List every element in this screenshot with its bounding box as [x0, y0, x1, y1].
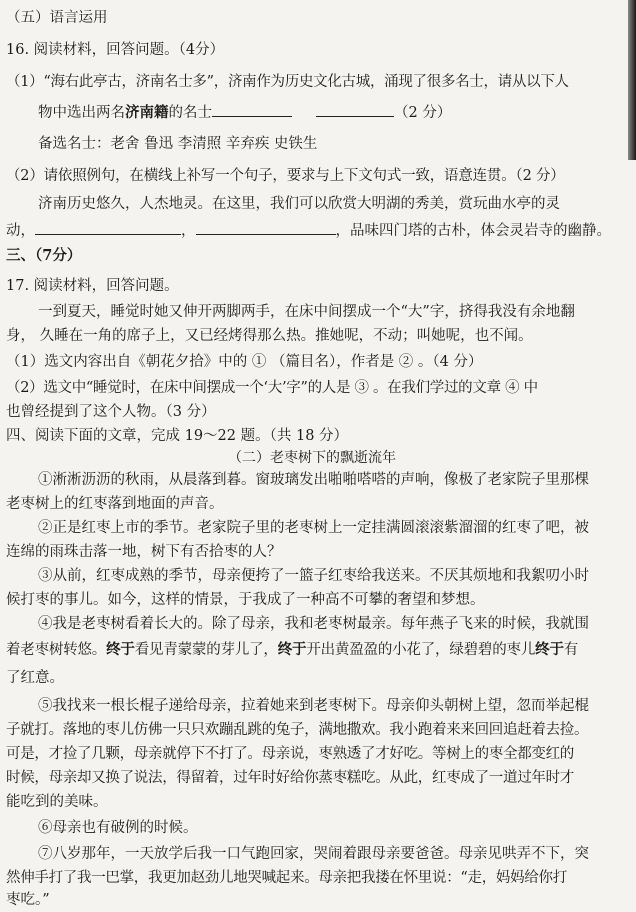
article-line: ⑦八岁那年，一天放学后我一口气跑回家，哭闹着跟母亲要爸爸。母亲见哄弄不下，突: [38, 846, 589, 862]
section3-heading: 三、（7分）: [6, 247, 82, 264]
q16-part2-line3: [6, 220, 611, 241]
p4-text-d: 有: [563, 642, 579, 658]
q16-part1-line2: [38, 102, 451, 123]
article-line: 可是，才捡了几颗，母亲就停下不打了。母亲说，枣熟透了才好吃。等树上的枣全都变红的: [6, 746, 574, 762]
q16-candidates: 备选名士：老舍 鲁迅 李清照 辛弃疾 史铁生: [38, 136, 318, 152]
q17-sub2-line1: （2）选文中“睡觉时，在床中间摆成一个‘大’字”的人是 ③ 。在我们学过的文章 ④ 中: [6, 380, 538, 396]
answer-blank-2[interactable]: [316, 102, 394, 117]
q16-part1-score: （2 分）: [394, 105, 452, 121]
article-line: ②正是红枣上市的季节。老家院子里的老枣树上一定挂满圆滚滚紫溜溜的红枣了吧，被: [38, 520, 589, 536]
article-p4-line1: ④我是老枣树看着长大的。除了母亲，我和老枣树最亲。每年燕子飞来的时候，我就围: [38, 616, 589, 632]
article-line: 枣吃。”: [6, 892, 50, 908]
q16-part2-text-a: 动，: [6, 223, 35, 239]
p4-text-a: 着老枣树转悠。: [6, 642, 107, 658]
q17-passage-line2: 身， 久睡在一角的席子上，又已经烤得那么热。推她呢，不动；叫她呢，也不闻。: [6, 328, 533, 344]
page-edge-shadow: [628, 0, 636, 160]
section5-heading: （五）语言运用: [6, 10, 108, 26]
q16-part2-line1: （2）请依照例句，在横线上补写一个句子，要求与上下文句式一致，语意连贯。（2 分）: [6, 168, 565, 184]
article-line: ⑤我找来一根长棍子递给母亲，拉着她来到老枣树下。母亲仰头朝树上望，忽而举起棍: [38, 698, 589, 714]
article-line: ③从前，红枣成熟的季节，母亲便挎了一篮子红枣给我送来。不厌其烦地和我絮叨小时: [38, 568, 589, 584]
q16-part1-text-a: 物中选出两名: [38, 105, 125, 121]
article-p4-line2: [6, 640, 578, 660]
article-p4-line3: 了红意。: [6, 670, 64, 686]
section4-heading: 四、阅读下面的文章，完成 19～22 题。（共 18 分）: [6, 428, 349, 444]
q16-part1-bold: 济南籍: [125, 104, 169, 121]
q16-part2-sep: ，: [181, 223, 196, 239]
q16-stem: 16. 阅读材料，回答问题。（4分）: [6, 42, 225, 58]
article-line: 时候，母亲却又换了说法，得留着，过年时好给你蒸枣糕吃。从此，红枣成了一道过年时才: [6, 770, 574, 786]
answer-blank-1[interactable]: [212, 102, 292, 117]
q17-stem: 17. 阅读材料，回答问题。: [6, 278, 179, 294]
q17-sub1: （1）选文内容出自《朝花夕拾》中的 ① （篇目名），作者是 ② 。（4 分）: [6, 354, 483, 370]
q17-passage-line1: 一到夏天，睡觉时她又伸开两脚两手，在床中间摆成一个“大”字，挤得我没有余地翻: [38, 304, 575, 320]
q17-sub2-line2: 也曾经提到了这个人物。（3 分）: [6, 404, 216, 420]
article-line: ①淅淅沥沥的秋雨，从晨落到暮。窗玻璃发出啪啪嗒嗒的声响，像极了老家院子里那棵: [38, 472, 589, 488]
q16-part2-line2: 济南历史悠久，人杰地灵。在这里，我们可以欣赏大明湖的秀美，赏玩曲水亭的灵: [38, 196, 560, 212]
p4-text-c: 开出黄盈盈的小花了，绿碧碧的枣儿: [306, 642, 536, 658]
article-line: 然伸手打了我一巴掌，我更加赵劲儿地哭喊起来。母亲把我搂在怀里说：“走，妈妈给你打: [6, 870, 567, 886]
article-line: 老枣树上的红枣落到地面的声音。: [6, 496, 224, 512]
q16-part1-line1: （1）“海右此亭古，济南名士多”，济南作为历史文化古城，涌现了很多名士，请从以下人: [6, 74, 569, 90]
q16-part1-text-b: 的名士: [168, 105, 212, 121]
article-line: 能吃到的美味。: [6, 794, 108, 810]
q16-part2-text-b: ，品味四门塔的古朴，体会灵岩寺的幽静。: [335, 223, 611, 239]
article-line: 连绵的雨珠击落一地，树下有否拾枣的人？: [6, 544, 282, 560]
p4-bold-3: 终于: [535, 641, 564, 658]
article-line: ⑥母亲也有破例的时候。: [38, 820, 198, 836]
p4-text-b: 看见青蒙蒙的芽儿了，: [134, 642, 278, 658]
article-line: 候打枣的事儿。如今，这样的情景，于我成了一种高不可攀的奢望和梦想。: [6, 592, 485, 608]
answer-blank-3[interactable]: [35, 220, 181, 235]
p4-bold-2: 终于: [277, 641, 307, 658]
article-title: （二）老枣树下的飘逝流年: [228, 450, 396, 466]
answer-blank-4[interactable]: [196, 220, 336, 235]
p4-bold-1: 终于: [106, 641, 135, 658]
article-line: 子就打。落地的枣儿仿佛一只只欢蹦乱跳的兔子，满地撒欢。我小跑着来来回回追赶着去捡。: [6, 722, 589, 738]
